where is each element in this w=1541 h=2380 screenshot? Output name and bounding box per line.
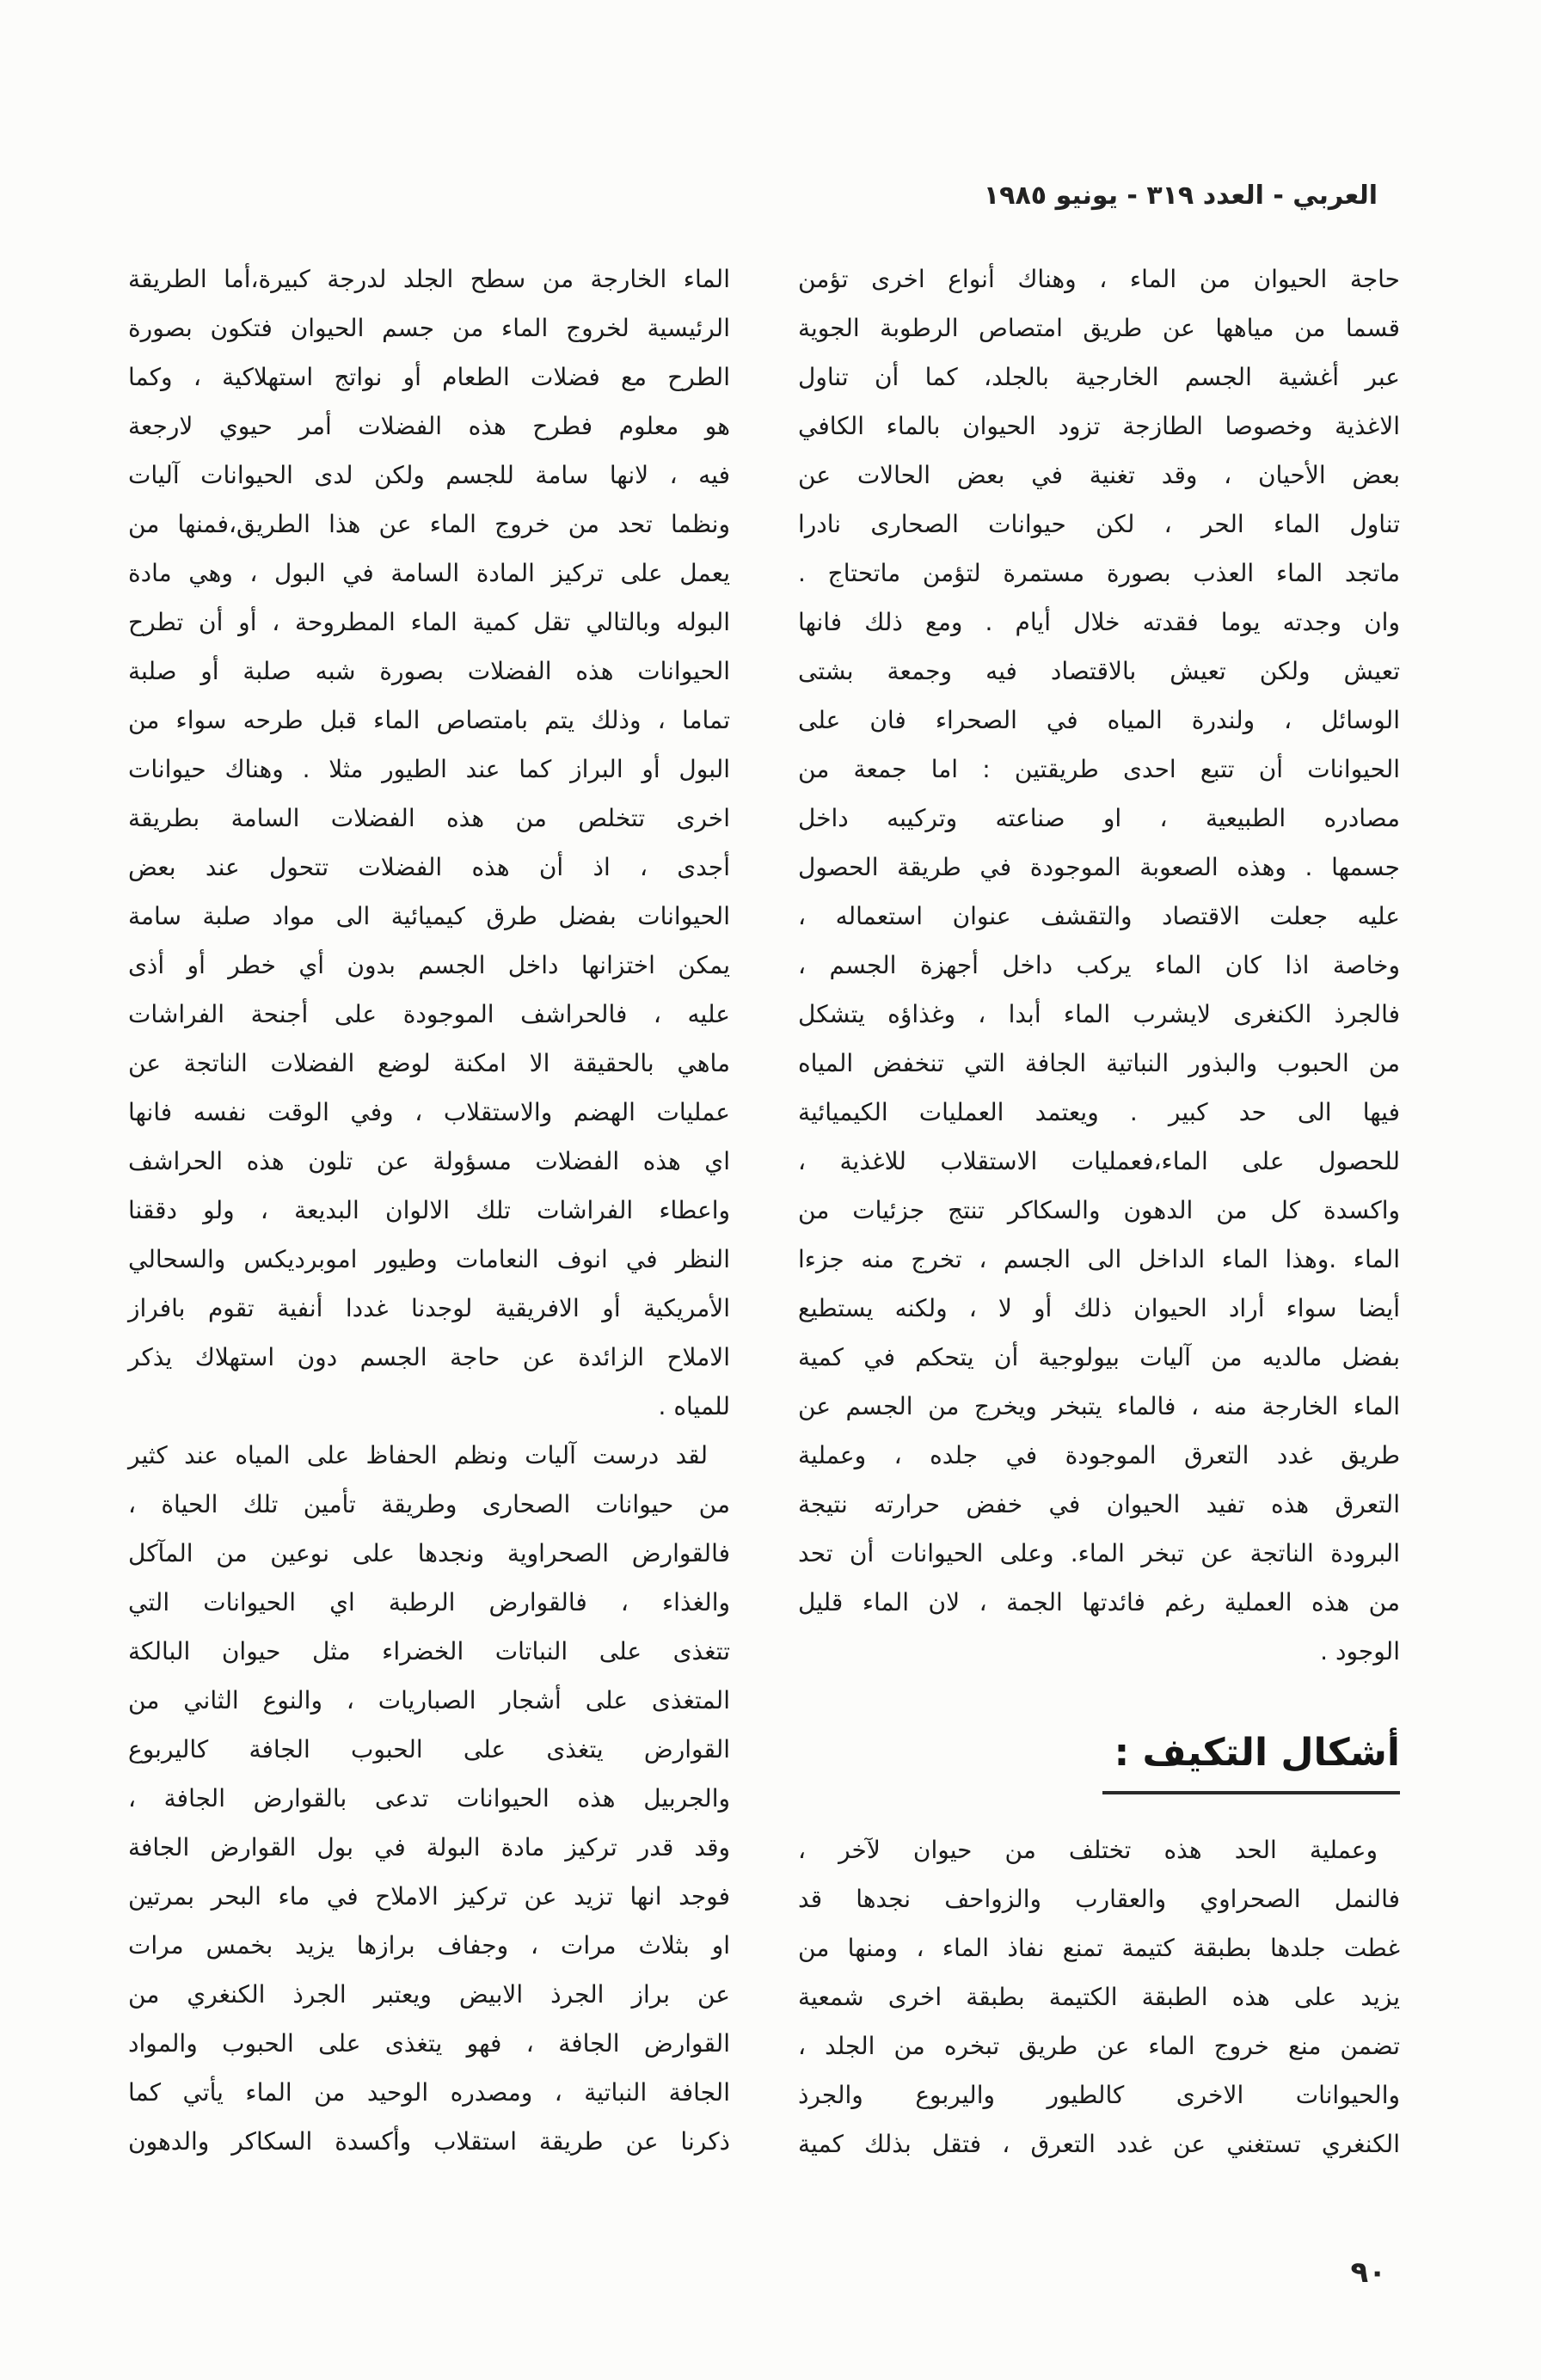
text-line: ماهي بالحقيقة الا امكنة لوضع الفضلات الناتجة عن <box>128 1049 730 1077</box>
text-line: بفضل مالديه من آليات بيولوجية أن يتحكم في كمية <box>798 1343 1400 1371</box>
text-line: اي هذه الفضلات مسؤولة عن تلون هذه الحراشف <box>128 1147 730 1175</box>
text-line: طريق غدد التعرق الموجودة في جلده ، وعملية <box>798 1441 1400 1469</box>
text-line: الرئيسية لخروج الماء من جسم الحيوان فتكون بصورة <box>128 314 730 342</box>
text-line: تناول الماء الحر ، لكن حيوانات الصحارى نادرا <box>798 510 1400 538</box>
text-line: النظر في انوف النعامات وطيور اموبرديكس والسحالي <box>128 1245 730 1273</box>
text-line: الاملاح الزائدة عن حاجة الجسم دون استهلاك يذكر <box>128 1343 730 1371</box>
left-column-text-block <box>128 255 730 1431</box>
text-line: الطرح مع فضلات الطعام أو نواتج استهلاكية ، وكما <box>128 363 730 391</box>
text-line: الحيوانات بفضل طرق كيميائية الى مواد صلبة سامة <box>128 902 730 930</box>
text-line: ونظما تحد من خروج الماء عن هذا الطريق،فمنها من <box>128 510 730 538</box>
text-line: القوارض يتغذى على الحبوب الجافة كاليربوع <box>128 1735 730 1764</box>
text-line: والجربيل هذه الحيوانات تدعى بالقوارض الجافة ، <box>128 1784 730 1813</box>
text-line: فوجد انها تزيد عن تركيز الاملاح في ماء البحر بمرتين <box>128 1882 730 1911</box>
text-line: الماء الخارجة منه ، فالماء يتبخر ويخرج من الجسم عن <box>798 1392 1400 1420</box>
text-line: من الحبوب والبذور النباتية الجافة التي تنخفض المياه <box>798 1049 1400 1077</box>
text-line: والغذاء ، فالقوارض الرطبة اي الحيوانات التي <box>128 1588 730 1616</box>
text-line: الكنغري تستغني عن غدد التعرق ، فتقل بذلك كمية <box>798 2130 1400 2158</box>
text-line: لقد درست آليات ونظم الحفاظ على المياه عند كثير <box>128 1441 708 1469</box>
text-line: وعملية الحد هذه تختلف من حيوان لآخر ، <box>798 1836 1378 1864</box>
text-line: والحيوانات الاخرى كالطيور واليربوع والجرذ <box>798 2081 1400 2109</box>
section-heading: أشكال التكيف : <box>1102 1729 1400 1794</box>
text-line: أيضا سواء أراد الحيوان ذلك أو لا ، ولكنه يستطيع <box>798 1294 1400 1322</box>
text-line: أجدى ، اذ أن هذه الفضلات تتحول عند بعض <box>128 853 730 881</box>
text-line: او بثلاث مرات ، وجفاف برازها يزيد بخمس مرات <box>128 1931 730 1960</box>
text-line: الماء .وهذا الماء الداخل الى الجسم ، تخرج منه جزءا <box>798 1245 1400 1273</box>
text-line: الوجود . <box>1320 1637 1400 1665</box>
text-line: اخرى تتخلص من هذه الفضلات السامة بطريقة <box>128 804 730 832</box>
text-line: ماتجد الماء العذب بصورة مستمرة لتؤمن ماتحتاج . <box>798 559 1400 587</box>
text-line: الحيوانات أن تتبع احدى طريقتين : اما جمعة من <box>798 755 1400 783</box>
text-line: للمياه . <box>658 1392 730 1420</box>
text-line: عن براز الجرذ الابيض ويعتبر الجرذ الكنغري من <box>128 1980 730 2009</box>
text-line: الأمريكية أو الافريقية لوجدنا غددا أنفية تقوم بافراز <box>128 1294 730 1322</box>
text-line: قسما من مياهها عن طريق امتصاص الرطوبة الجوية <box>798 314 1400 342</box>
text-line: المتغذى على أشجار الصباريات ، والنوع الثاني من <box>128 1686 730 1714</box>
text-line: بعض الأحيان ، وقد تغنية في بعض الحالات عن <box>798 461 1400 489</box>
text-line: فالجرذ الكنغرى لايشرب الماء أبدا ، وغذاؤه يتشكل <box>798 1000 1400 1028</box>
right-column <box>798 255 1400 2168</box>
text-line: البوله وبالتالي تقل كمية الماء المطروحة ، أو أن تطرح <box>128 608 730 636</box>
running-head: العربي - العدد ٣١٩ - يونيو ١٩٨٥ <box>983 181 1378 211</box>
text-line: عبر أغشية الجسم الخارجية بالجلد، كما أن تناول <box>798 363 1400 391</box>
text-line: جسمها . وهذه الصعوبة الموجودة في طريقة الحصول <box>798 853 1400 881</box>
text-line: فالنمل الصحراوي والعقارب والزواحف نجدها قد <box>798 1885 1400 1913</box>
text-line: البرودة الناتجة عن تبخر الماء. وعلى الحيوانات أن تحد <box>798 1539 1400 1567</box>
page-number: ٩٠ <box>1350 2255 1386 2290</box>
left-column <box>128 255 730 2166</box>
text-line: للحصول على الماء،فعمليات الاستقلاب للاغذية ، <box>798 1147 1400 1175</box>
text-line: التعرق هذه تفيد الحيوان في خفض حرارته نتيجة <box>798 1490 1400 1518</box>
right-column-text-block <box>798 255 1400 1676</box>
text-line: عمليات الهضم والاستقلاب ، وفي الوقت نفسه فانها <box>128 1098 730 1126</box>
text-line: تضمن منع خروج الماء عن طريق تبخره من الجلد ، <box>798 2032 1400 2060</box>
text-line: تتغذى على النباتات الخضراء مثل حيوان البالكة <box>128 1637 730 1665</box>
text-line: الجافة النباتية ، ومصدره الوحيد من الماء يأتي كما <box>128 2078 730 2107</box>
text-line: يمكن اختزانها داخل الجسم بدون أي خطر أو أذى <box>128 951 730 979</box>
text-line: يعمل على تركيز المادة السامة في البول ، وهي مادة <box>128 559 730 587</box>
text-line: الحيوانات هذه الفضلات بصورة شبه صلبة أو صلبة <box>128 657 730 685</box>
text-line: القوارض الجافة ، فهو يتغذى على الحبوب والمواد <box>128 2029 730 2058</box>
right-column-text-block <box>798 1825 1400 2168</box>
text-line: وقد قدر تركيز مادة البولة في بول القوارض الجافة <box>128 1833 730 1862</box>
text-line: واكسدة كل من الدهون والسكاكر تنتج جزئيات من <box>798 1196 1400 1224</box>
text-line: الاغذية وخصوصا الطازجة تزود الحيوان بالماء الكافي <box>798 412 1400 440</box>
text-line: الماء الخارجة من سطح الجلد لدرجة كبيرة،أما الطريقة <box>128 265 730 293</box>
text-line: فيه ، لانها سامة للجسم ولكن لدى الحيوانات آليات <box>128 461 730 489</box>
text-line: يزيد على هذه الطبقة الكتيمة بطبقة اخرى شمعية <box>798 1983 1400 2011</box>
text-line: حاجة الحيوان من الماء ، وهناك أنواع اخرى تؤمن <box>798 265 1400 293</box>
text-line: فيها الى حد كبير . ويعتمد العمليات الكيميائية <box>798 1098 1400 1126</box>
text-line: فالقوارض الصحراوية ونجدها على نوعين من المآكل <box>128 1539 730 1567</box>
text-line: وان وجدته يوما فقدته خلال أيام . ومع ذلك فانها <box>798 608 1400 636</box>
text-line: واعطاء الفراشات تلك الالوان البديعة ، ولو دققنا <box>128 1196 730 1224</box>
text-line: من هذه العملية رغم فائدتها الجمة ، لان الماء قليل <box>798 1588 1400 1616</box>
text-line: وخاصة اذا كان الماء يركب داخل أجهزة الجسم ، <box>798 951 1400 979</box>
text-line: البول أو البراز كما عند الطيور مثلا . وهناك حيوانات <box>128 755 730 783</box>
text-line: الوسائل ، ولندرة المياه في الصحراء فان على <box>798 706 1400 734</box>
text-line: تماما ، وذلك يتم بامتصاص الماء قبل طرحه سواء من <box>128 706 730 734</box>
text-line: هو معلوم فطرح هذه الفضلات أمر حيوي لارجعة <box>128 412 730 440</box>
section-heading-wrap <box>798 1676 1400 1825</box>
text-line: من حيوانات الصحارى وطريقة تأمين تلك الحياة ، <box>128 1490 730 1518</box>
text-line: عليه جعلت الاقتصاد والتقشف عنوان استعماله ، <box>798 902 1400 930</box>
text-line: غطت جلدها بطبقة كتيمة تمنع نفاذ الماء ، ومنها من <box>798 1934 1400 1962</box>
text-line: عليه ، فالحراشف الموجودة على أجنحة الفراشات <box>128 1000 730 1028</box>
text-line: تعيش ولكن تعيش بالاقتصاد فيه وجمعة بشتى <box>798 657 1400 685</box>
text-line: ذكرنا عن طريقة استقلاب وأكسدة السكاكر والدهون <box>128 2127 730 2156</box>
left-column-text-block <box>128 1431 730 2166</box>
text-line: مصادره الطبيعية ، او صناعته وتركيبه داخل <box>798 804 1400 832</box>
